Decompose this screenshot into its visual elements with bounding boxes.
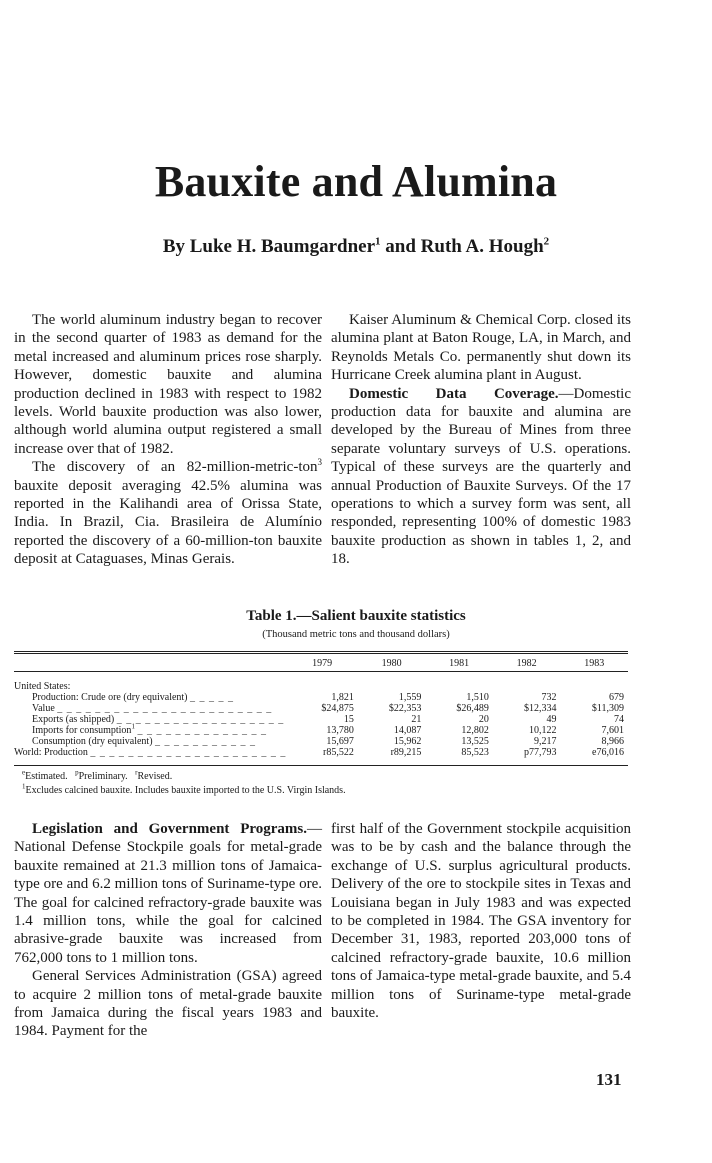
- intro-paragraph-2-start: The discovery of an 82-million-metric-ton: [32, 459, 318, 476]
- table-row-label: Value _ _ _ _ _ _ _ _ _ _ _ _ _ _ _ _ _ _ _ _ _ _ _: [32, 703, 273, 714]
- table-header-year: 1983: [584, 657, 605, 669]
- table-cell: 679: [609, 692, 624, 703]
- body-right-column: [331, 820, 631, 1022]
- leader-dots: _ _ _ _ _ _ _ _ _ _ _ _ _ _: [137, 725, 267, 736]
- table-cell: r89,215: [390, 747, 422, 758]
- table-cell: 9,217: [533, 736, 557, 747]
- table-cell: r85,522: [323, 747, 354, 758]
- table-header-year: 1981: [449, 657, 470, 669]
- table-top-rule-2: [14, 653, 628, 654]
- byline: [0, 236, 712, 258]
- table-top-rule: [14, 651, 628, 652]
- intro-paragraph-4: [331, 385, 631, 569]
- table-cell: 732: [541, 692, 557, 703]
- table-cell: 15,697: [326, 736, 354, 747]
- table-row: [14, 736, 628, 747]
- byline-author-1: By Luke H. Baumgardner: [162, 236, 376, 257]
- leader-dots: _ _ _ _ _: [190, 692, 235, 703]
- table-header-row: [14, 655, 628, 672]
- table-row-label: Consumption (dry equivalent) _ _ _ _ _ _ _ _ _ _ _: [32, 736, 257, 747]
- section-heading-legislation: Legislation and Government Programs.: [32, 821, 307, 837]
- table-row: [14, 714, 628, 725]
- table-row: [14, 692, 628, 703]
- leader-dots: _ _ _ _ _ _ _ _ _ _ _ _ _ _ _ _ _ _: [116, 714, 285, 725]
- table-cell: $26,489: [456, 703, 489, 714]
- table-group-label: United States:: [14, 672, 628, 693]
- intro-left-column: [14, 311, 322, 569]
- leader-dots: _ _ _ _ _ _ _ _ _ _ _: [155, 736, 257, 747]
- legislation-paragraph: [14, 820, 322, 967]
- table-header-label: [14, 655, 286, 672]
- table-header-year: 1980: [381, 657, 402, 669]
- table-header-year: 1982: [516, 657, 537, 669]
- table-row-label: Exports (as shipped) _ _ _ _ _ _ _ _ _ _ _ _ _ _ _ _ _ _: [32, 714, 285, 725]
- table-cell: 10,122: [528, 725, 557, 736]
- table-subtitle: (Thousand metric tons and thousand dollars): [262, 629, 450, 640]
- table-cell: 1,510: [466, 692, 489, 703]
- section-body-legislation: —National Defense Stockpile goals for metal-grade bauxite remained at 21.3 million tons of Jamaica-type ore and 6.2 million tons of Suriname-type ore. The goal for calcined refractory-grade bauxite was 1.4 million tons, while the goal for calcined abrasive-grade bauxite was increased from 762,000 tons to 1 million tons.: [14, 821, 322, 966]
- table-cell: 85,523: [461, 747, 489, 758]
- table-cell: e76,016: [592, 747, 624, 758]
- page-title: Bauxite and Alumina: [154, 157, 558, 206]
- table-row: [14, 725, 628, 736]
- byline-footnote-1: 1: [375, 235, 381, 248]
- byline-footnote-2: 2: [543, 235, 550, 248]
- leader-dots: _ _ _ _ _ _ _ _ _ _ _ _ _ _ _ _ _ _ _ _ _: [90, 747, 287, 758]
- table-bottom-rule: [14, 765, 628, 766]
- section-body-domestic-data: —Domestic production data for bauxite and alumina are developed by the Bureau of Mines from three separate voluntary surveys of U.S. operations. Typical of these surveys are the quarterly and annual Production of Bauxite Surveys. Of the 17 operations to which a survey form was sent, all responded, representing 100% of domestic 1983 bauxite production as shown in tables 1, 2, and 18.: [331, 385, 631, 568]
- table-header-year: 1979: [312, 657, 333, 669]
- table-cell: 15: [343, 714, 354, 725]
- table-cell: 49: [546, 714, 557, 725]
- intro-footnote-ref-3: 3: [317, 457, 322, 468]
- intro-paragraph-1: The world aluminum industry began to recover in the second quarter of 1983 as demand for the metal increased and aluminum prices rose sharply. However, domestic bauxite and alumina production declined in 1983 with respect to 1982 levels. World bauxite production was also lower, although world alumina output registered a small increase over that of 1982.: [14, 312, 322, 457]
- table-cell: 7,601: [601, 725, 624, 736]
- table-footnote-2: $^1$Excludes calcined bauxite. Includes bauxite imported to the U.S. Virgin Islands.: [22, 782, 346, 796]
- stockpile-paragraph: first half of the Government stockpile acquisition was to be by cash and the balance through the exchange of U.S. surplus agricultural products. Delivery of the ore to stockpile sites in Texas and Louisiana began in July 1983 and was expected to be completed in 1984. The GSA inventory for December 31, 1983, reported 203,000 tons of calcined refractory-grade bauxite, 10.6 million tons of Jamaica-type metal-grade bauxite, and 5.4 million tons of Suriname-type metal-grade bauxite.: [331, 821, 631, 1022]
- byline-author-2: and Ruth A. Hough: [380, 236, 544, 257]
- table-group-row: [14, 672, 628, 693]
- table-cell: 12,802: [461, 725, 489, 736]
- table-row: [14, 703, 628, 714]
- table-cell: 15,962: [393, 736, 422, 747]
- table-cell: $12,334: [523, 703, 557, 714]
- table-row-label: Imports for consumption$^1$ _ _ _ _ _ _ _ _ _ _ _ _ _ _: [32, 722, 267, 736]
- table-cell: 14,087: [393, 725, 422, 736]
- table-footnote-1: $^e$Estimated. $^p$Preliminary. $^r$Revised.: [22, 768, 173, 782]
- intro-paragraph-2-end: bauxite deposit averaging 42.5% alumina was reported in the Kalihandi area of Orissa State, India. In Brazil, Cia. Brasileira de Alumínio reported the discovery of a 60-million-ton bauxite deposit at Cataguases, Minas Gerais.: [14, 477, 322, 568]
- table-row: [14, 747, 628, 758]
- intro-paragraph-2: [14, 458, 322, 568]
- table-footnote-ref: 1: [131, 722, 135, 731]
- table-row-label: Production: Crude ore (dry equivalent) _ _ _ _ _: [32, 692, 235, 703]
- table-cell: $11,309: [591, 703, 624, 714]
- page-number: 131: [596, 1070, 622, 1089]
- section-heading-domestic-data: Domestic Data Coverage.: [349, 385, 559, 402]
- table-cell: p77,793: [523, 747, 557, 758]
- salient-statistics-table: [14, 655, 628, 758]
- table-cell: 21: [411, 714, 422, 725]
- leader-dots: _ _ _ _ _ _ _ _ _ _ _ _ _ _ _ _ _ _ _ _ _ _ _: [57, 703, 273, 714]
- intro-paragraph-3: Kaiser Aluminum & Chemical Corp. closed its alumina plant at Baton Rouge, LA, in March, and Reynolds Metals Co. permanently shut down its Hurricane Creek alumina plant in August.: [331, 312, 631, 384]
- table-cell: 8,966: [601, 736, 624, 747]
- body-left-column: [14, 820, 322, 1041]
- table-cell: $24,875: [321, 703, 354, 714]
- table-cell: 1,559: [398, 692, 422, 703]
- table-cell: $22,353: [388, 703, 422, 714]
- table-cell: 13,780: [326, 725, 354, 736]
- table-cell: 20: [478, 714, 489, 725]
- gsa-paragraph: General Services Administration (GSA) agreed to acquire 2 million tons of metal-grade bauxite from Jamaica during the fiscal years 1983 and 1984. Payment for the: [14, 968, 322, 1040]
- table-cell: 74: [614, 714, 624, 725]
- intro-right-column: [331, 311, 631, 569]
- table-cell: 13,525: [461, 736, 489, 747]
- table-title: Table 1.—Salient bauxite statistics: [246, 608, 466, 624]
- table-row-label: World: Production _ _ _ _ _ _ _ _ _ _ _ _ _ _ _ _ _ _ _ _ _: [14, 747, 287, 758]
- table-cell: 1,821: [331, 692, 354, 703]
